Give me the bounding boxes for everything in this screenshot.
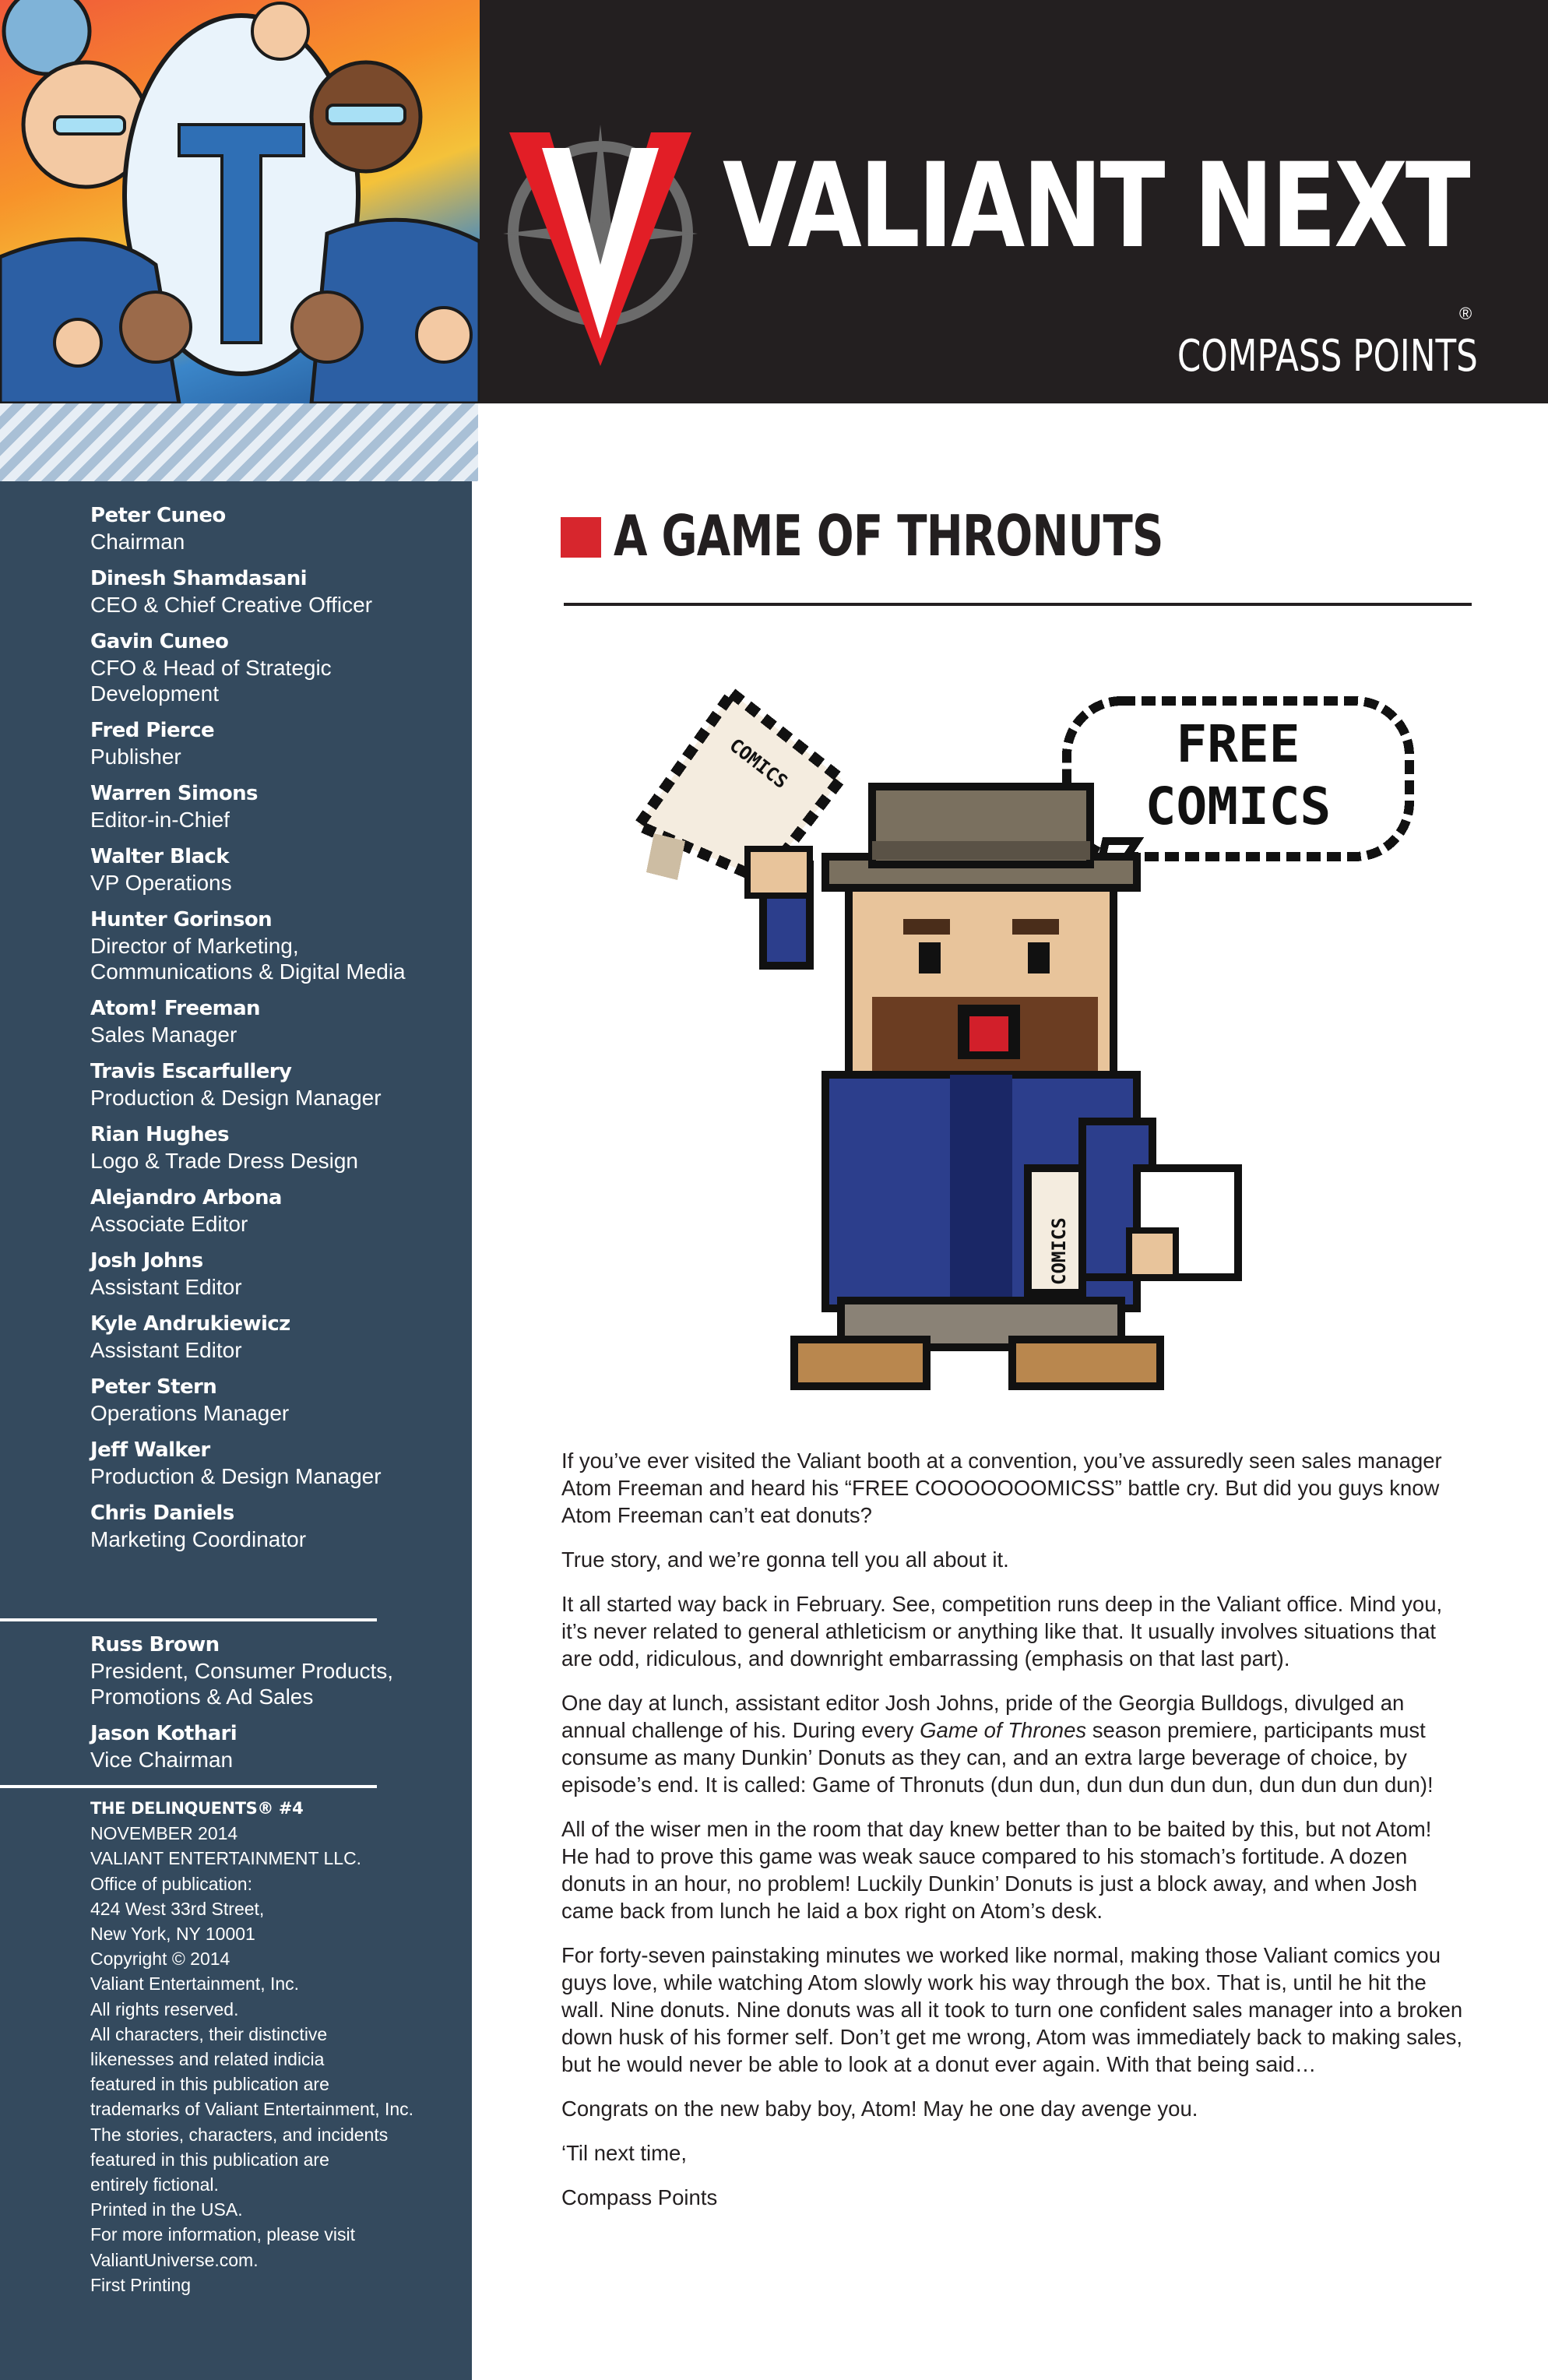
signoff-line: ‘Til next time, [561, 2141, 687, 2165]
staff-role: Logo & Trade Dress Design [90, 1149, 358, 1173]
staff-role: Assistant Editor [90, 1338, 242, 1362]
staff-entry [90, 629, 456, 706]
staff-role: Editor-in-Chief [90, 808, 230, 832]
heading-divider [564, 603, 1472, 606]
indicia-line: Valiant Entertainment, Inc. [90, 1973, 300, 1994]
staff-name: Hunter Gorinson [90, 908, 273, 931]
article-paragraph: True story, and we’re gonna tell you all about it. [561, 1547, 1009, 1572]
staff-role: Assistant Editor [90, 1275, 242, 1299]
indicia-line: trademarks of Valiant Entertainment, Inc. [90, 2099, 414, 2120]
indicia-line: Printed in the USA. [90, 2199, 243, 2220]
staff-role: Vice Chairman [90, 1748, 234, 1772]
staff-role: Associate Editor [90, 1212, 248, 1236]
pixel-art-illustration [592, 685, 1448, 1402]
staff-entry [90, 1501, 456, 1552]
decorative-stripe-band [0, 403, 478, 481]
masthead-title: VALIANT NEXT [723, 139, 1469, 274]
speech-bubble-line2: COMICS [1145, 776, 1332, 836]
staff-name: Josh Johns [90, 1249, 203, 1273]
staff-name: Fred Pierce [90, 719, 215, 742]
staff-entry [90, 1059, 456, 1111]
staff-entry [90, 781, 456, 833]
staff-entry [90, 996, 456, 1047]
article-paragraph: It all started way back in February. See, competition runs deep in the Valiant office. Mind you, it’s never related to general athleticism or anything like that. It usually involves situations that are odd, ridiculous, and downright embarrassing (emphasis on that last part). [561, 1592, 1443, 1671]
held-comic-label: COMICS [1048, 1217, 1070, 1285]
staff-entry [90, 1185, 456, 1237]
valiant-logo-icon [503, 117, 698, 374]
article-body [561, 1447, 1465, 2228]
article-paragraph: All of the wiser men in the room that day knew better than to be baited by this, but not Atom! He had to prove this game was weak sauce compared to his stomach’s fortitude. A dozen donuts in an hour, no problem! Luckily Dunkin’ Donuts is just a block away, and when Josh came back from lunch he laid a box right on Atom’s desk. [561, 1817, 1432, 1923]
masthead-subtitle: COMPASS POINTS [1177, 331, 1478, 382]
signoff-signature: Compass Points [561, 2185, 718, 2209]
staff-role: Production & Design Manager [90, 1086, 382, 1110]
staff-entry [90, 1311, 456, 1363]
cover-art-image [0, 0, 480, 403]
staff-role: Chairman [90, 530, 185, 554]
staff-role: Production & Design Manager [90, 1464, 382, 1488]
staff-entry [90, 1721, 456, 1773]
staff-list-secondary [90, 1632, 456, 1784]
indicia-line: VALIANT ENTERTAINMENT LLC. [90, 1848, 362, 1869]
article-paragraph-with-title [561, 1689, 1465, 1798]
staff-entry [90, 1632, 456, 1709]
staff-role: Publisher [90, 745, 181, 769]
indicia-line: Office of publication: [90, 1873, 252, 1894]
show-title: Game of Thrones [920, 1718, 1087, 1742]
publication-indicia [90, 1796, 464, 2297]
staff-name: Jason Kothari [90, 1722, 237, 1745]
indicia-line: entirely fictional. [90, 2174, 219, 2195]
staff-name: Chris Daniels [90, 1502, 234, 1525]
staff-name: Travis Escarfullery [90, 1060, 292, 1083]
staff-name: Dinesh Shamdasani [90, 567, 307, 590]
indicia-line: likenesses and related indicia [90, 2049, 325, 2070]
indicia-line: All characters, their distinctive [90, 2023, 328, 2044]
staff-name: Kyle Andrukiewicz [90, 1312, 290, 1336]
staff-role: Marketing Coordinator [90, 1527, 307, 1551]
staff-entry [90, 844, 456, 896]
staff-name: Walter Black [90, 845, 229, 868]
speech-bubble-line1: FREE [1176, 714, 1300, 774]
indicia-line: The stories, characters, and incidents [90, 2124, 389, 2145]
article-paragraph: For forty-seven painstaking minutes we worked like normal, making those Valiant comics you guys love, while watching Atom slowly work his way through the box. That is, until he hit the wall. Nine donuts. Nine donuts was all it took to turn one confident sales manager into a broken down husk of his former self. Don’t get me wrong, Atom was immediately back to making sales, but he would never be able to look at a donut ever again. With that being said… [561, 1943, 1463, 2076]
staff-name: Alejandro Arbona [90, 1186, 282, 1209]
staff-name: Peter Cuneo [90, 504, 226, 527]
sidebar-divider [0, 1785, 377, 1788]
staff-role: Sales Manager [90, 1023, 237, 1047]
staff-entry [90, 503, 456, 555]
masthead [480, 0, 1548, 403]
staff-role: Operations Manager [90, 1401, 290, 1425]
indicia-line: Copyright © 2014 [90, 1949, 230, 1970]
staff-entry [90, 566, 456, 618]
indicia-line: featured in this publication are [90, 2074, 329, 2095]
article-paragraph: If you’ve ever visited the Valiant booth at a convention, you’ve assuredly seen sales manager Atom Freeman and heard his “FREE COOOOOOOMICSS” battle cry. But did you guys know Atom Freeman can’t eat donuts? [561, 1449, 1442, 1527]
heading-square-icon [561, 517, 601, 558]
indicia-line: 424 West 33rd Street, [90, 1898, 265, 1919]
staff-entry [90, 907, 456, 984]
staff-name: Warren Simons [90, 782, 258, 805]
indicia-line: For more information, please visit [90, 2224, 356, 2245]
staff-role: Director of Marketing, Communications & Digital Media [90, 934, 406, 984]
staff-role: President, Consumer Products, Promotions & Ad Sales [90, 1659, 394, 1709]
indicia-line: First Printing [90, 2274, 192, 2295]
staff-name: Peter Stern [90, 1375, 217, 1399]
staff-name: Jeff Walker [90, 1438, 210, 1462]
staff-list-primary [90, 503, 456, 1564]
indicia-line: All rights reserved. [90, 1998, 239, 2019]
raised-comic-label: COMICS [725, 734, 792, 794]
indicia-line: NOVEMBER 2014 [90, 1823, 238, 1844]
staff-name: Gavin Cuneo [90, 630, 229, 653]
registered-mark: ® [1459, 304, 1472, 323]
sidebar-divider [0, 1618, 377, 1621]
staff-name: Atom! Freeman [90, 997, 260, 1020]
paragraph-text: season premiere, participants must consume as many Dunkin’ Donuts as they can, and an extra large beverage of choice, by episode’s end. It is called: Game of Thronuts (dun dun, dun dun dun dun, dun dun dun dun)! [561, 1718, 1434, 1797]
indicia-line: ValiantUniverse.com. [90, 2249, 259, 2270]
staff-entry [90, 1438, 456, 1489]
article-paragraph: Congrats on the new baby boy, Atom! May he one day avenge you. [561, 2097, 1198, 2121]
indicia-line: New York, NY 10001 [90, 1924, 255, 1945]
paragraph-text: One day at lunch, assistant editor Josh Johns, pride of the Georgia Bulldogs, divulged an annual challenge of his. During every [561, 1691, 1405, 1742]
staff-entry [90, 1375, 456, 1426]
indicia-line: featured in this publication are [90, 2149, 329, 2170]
staff-entry [90, 718, 456, 769]
staff-entry [90, 1248, 456, 1300]
staff-sidebar [0, 481, 472, 2380]
pixel-character-icon [592, 685, 1448, 1402]
article-title: A GAME OF THRONUTS [614, 503, 1163, 569]
indicia-book-title: THE DELINQUENTS® #4 [90, 1799, 304, 1818]
staff-entry [90, 1122, 456, 1174]
staff-role: CFO & Head of Strategic Development [90, 656, 332, 706]
staff-name: Rian Hughes [90, 1123, 229, 1146]
staff-role: VP Operations [90, 871, 232, 895]
staff-role: CEO & Chief Creative Officer [90, 593, 373, 617]
cover-art-illustration [0, 0, 480, 403]
staff-name: Russ Brown [90, 1633, 220, 1656]
